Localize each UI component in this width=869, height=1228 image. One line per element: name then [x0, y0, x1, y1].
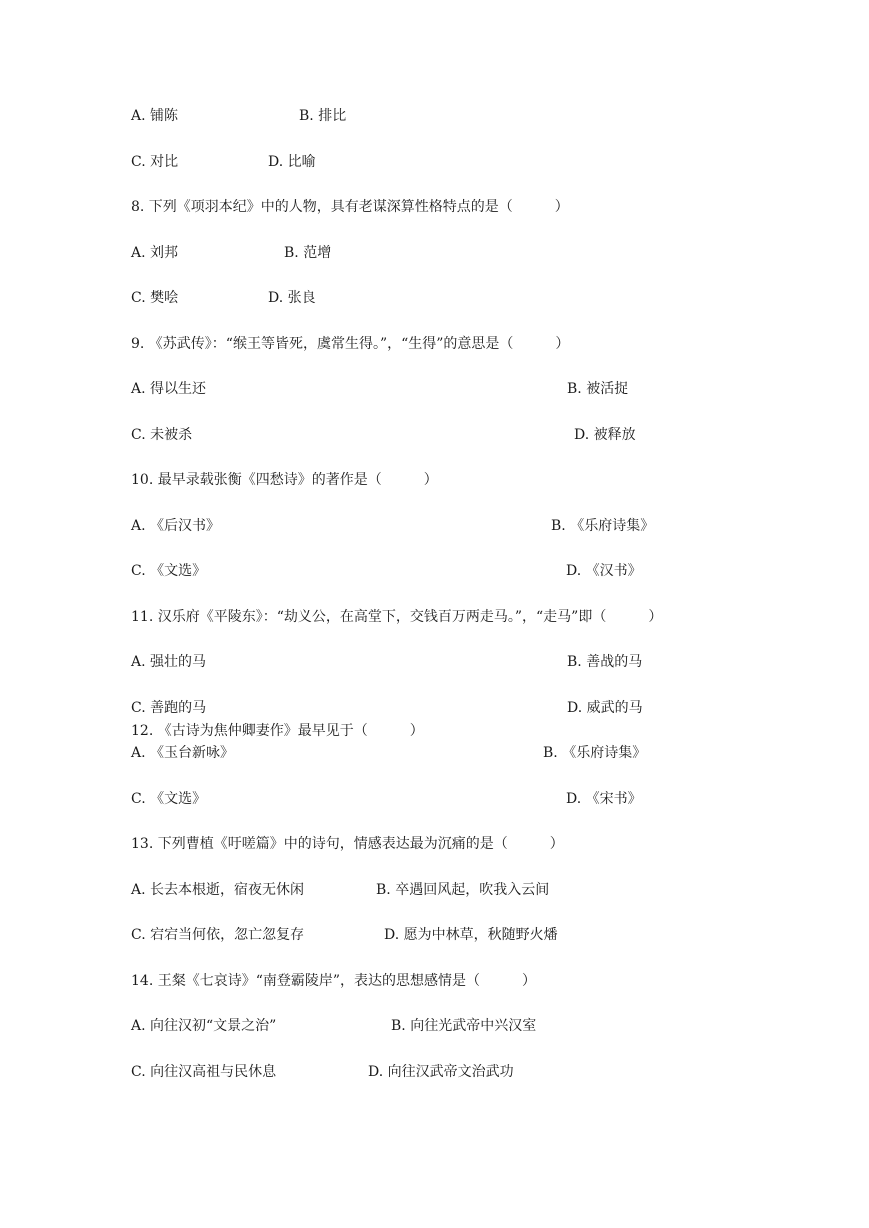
q9-stem: 9. 《苏武传》：“缑王等皆死，虞常生得。”，“生得”的意思是（ ） — [131, 336, 570, 352]
q13-stem: 13. 下列曹植《吁嗟篇》中的诗句，情感表达最为沉痛的是（ ） — [131, 836, 564, 852]
q7-option-c: C. 对比 — [131, 154, 179, 170]
q13-option-b: B. 卒遇回风起，吹我入云间 — [376, 882, 550, 898]
q9-option-b: B. 被活捉 — [567, 381, 629, 397]
q7-option-b: B. 排比 — [299, 108, 347, 124]
q8-option-b: B. 范增 — [284, 245, 332, 261]
q10-option-a: A. 《后汉书》 — [131, 518, 221, 534]
q14-option-b: B. 向往光武帝中兴汉室 — [391, 1018, 537, 1034]
q10-stem: 10. 最早录载张衡《四愁诗》的著作是（ ） — [131, 472, 438, 488]
q13-option-c: C. 宕宕当何依，忽亡忽复存 — [131, 927, 305, 943]
q11-option-c: C. 善跑的马 — [131, 700, 207, 716]
q11-stem: 11. 汉乐府《平陵东》：“劫义公，在高堂下，交钱百万两走马。”，“走马”即（ ） — [131, 609, 663, 625]
q14-option-a: A. 向往汉初“文景之治” — [131, 1018, 277, 1034]
q14-option-c: C. 向往汉高祖与民休息 — [131, 1064, 277, 1080]
q11-option-b: B. 善战的马 — [567, 654, 643, 670]
q8-option-c: C. 樊哙 — [131, 290, 179, 306]
q10-option-b: B. 《乐府诗集》 — [551, 518, 655, 534]
q9-option-d: D. 被释放 — [574, 427, 636, 443]
q10-option-d: D. 《汉书》 — [566, 563, 642, 579]
q13-option-d: D. 愿为中林草，秋随野火燔 — [384, 927, 558, 943]
q13-option-a: A. 长去本根逝，宿夜无休闲 — [131, 882, 305, 898]
q11-option-d: D. 威武的马 — [567, 700, 643, 716]
q9-option-a: A. 得以生还 — [131, 381, 207, 397]
q14-option-d: D. 向往汉武帝文治武功 — [368, 1064, 514, 1080]
q12-option-d: D. 《宋书》 — [566, 791, 642, 807]
q10-option-c: C. 《文选》 — [131, 563, 207, 579]
q9-option-c: C. 未被杀 — [131, 427, 193, 443]
q8-option-d: D. 张良 — [268, 290, 316, 306]
q7-option-a: A. 铺陈 — [131, 108, 179, 124]
q12-option-b: B. 《乐府诗集》 — [543, 745, 647, 761]
q14-stem: 14. 王粲《七哀诗》“南登霸陵岸”，表达的思想感情是（ ） — [131, 973, 537, 989]
q11-option-a: A. 强壮的马 — [131, 654, 207, 670]
q8-stem: 8. 下列《项羽本纪》中的人物，具有老谋深算性格特点的是（ ） — [131, 199, 569, 215]
q8-option-a: A. 刘邦 — [131, 245, 179, 261]
q7-option-d: D. 比喻 — [268, 154, 316, 170]
q12-option-a: A. 《玉台新咏》 — [131, 745, 235, 761]
q12-option-c: C. 《文选》 — [131, 791, 207, 807]
q12-stem: 12. 《古诗为焦仲卿妻作》最早见于（ ） — [131, 723, 424, 739]
